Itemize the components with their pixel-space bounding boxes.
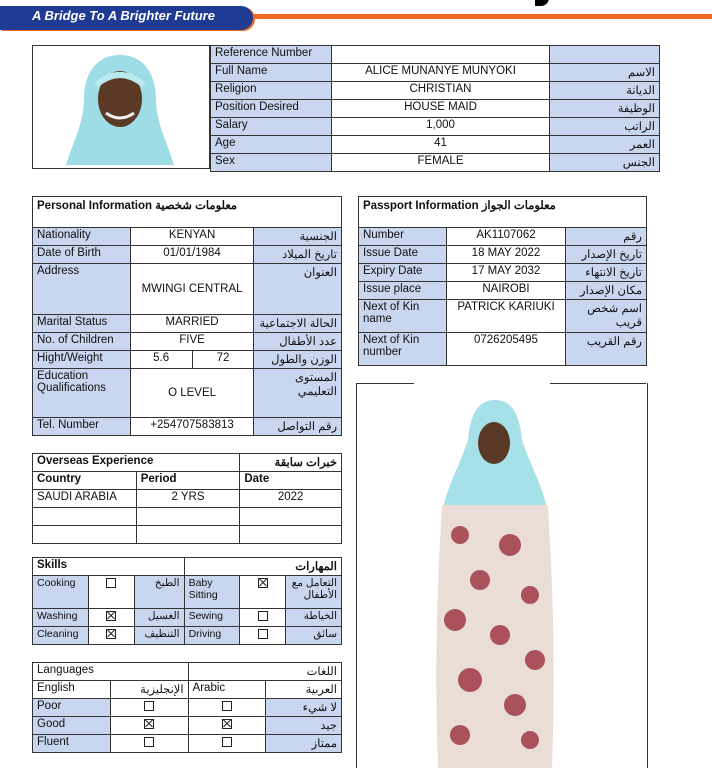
skill-checkbox — [106, 578, 116, 588]
arabic-level-checkbox — [222, 701, 232, 711]
address-value: MWINGI CENTRAL — [130, 264, 254, 315]
kin-name-value: PATRICK KARIUKI — [446, 300, 566, 333]
kin-number-label: Next of Kin number — [359, 333, 447, 366]
skill-checkbox-cell — [88, 576, 134, 609]
skill-label: Driving — [184, 627, 240, 645]
education-label-ar: المستوى التعليمي — [254, 369, 342, 418]
dob-label-ar: تاريخ الميلاد — [254, 246, 342, 264]
english-level-checkbox — [144, 701, 154, 711]
skill-label: Washing — [33, 609, 89, 627]
passport-number-value: AK1107062 — [446, 228, 566, 246]
summary-row — [211, 64, 660, 82]
summary-label: Full Name — [211, 64, 332, 82]
passport-number-label: Number — [359, 228, 447, 246]
summary-label-ar: الجنس — [550, 154, 660, 172]
skill-checkbox-cell — [240, 576, 286, 609]
expiry-date-label: Expiry Date — [359, 264, 447, 282]
dob-value: 01/01/1984 — [130, 246, 254, 264]
summary-label-ar: الراتب — [550, 118, 660, 136]
weight-value: 72 — [192, 351, 254, 369]
tel-value: +254707583813 — [130, 418, 254, 436]
passport-number-label-ar: رقم — [566, 228, 647, 246]
skill-label-ar: الخياطة — [286, 609, 342, 627]
portrait-photo — [66, 47, 174, 165]
overseas-cell — [136, 526, 240, 544]
arabic-label-ar: العربية — [266, 681, 342, 699]
summary-label-ar — [550, 46, 660, 64]
overseas-experience-table — [32, 453, 342, 544]
summary-label: Sex — [211, 154, 332, 172]
summary-label-ar: الاسم — [550, 64, 660, 82]
kin-number-value: 0726205495 — [446, 333, 566, 366]
language-level-label: Fluent — [33, 735, 111, 753]
overseas-cell — [33, 526, 137, 544]
english-level-checkbox — [144, 737, 154, 747]
nationality-label-ar: الجنسية — [254, 228, 342, 246]
overseas-cell — [240, 508, 342, 526]
skill-label: Cooking — [33, 576, 89, 609]
summary-table — [210, 45, 660, 172]
children-label: No. of Children — [33, 333, 131, 351]
arabic-level-cell — [188, 717, 266, 735]
languages-title-en: Languages — [33, 663, 189, 681]
personal-title-ar: معلومات شخصية — [155, 200, 238, 212]
expiry-date-label-ar: تاريخ الانتهاء — [566, 264, 647, 282]
summary-label: Position Desired — [211, 100, 332, 118]
kin-number-label-ar: رقم القريب — [566, 333, 647, 366]
skill-label-ar: التنظيف — [134, 627, 184, 645]
summary-row — [211, 118, 660, 136]
summary-label: Religion — [211, 82, 332, 100]
language-level-label-ar: جيد — [266, 717, 342, 735]
overseas-cell: 2022 — [240, 490, 342, 508]
address-label: Address — [33, 264, 131, 315]
skill-label: Sewing — [184, 609, 240, 627]
summary-row — [211, 154, 660, 172]
summary-value — [332, 46, 550, 64]
skills-row — [33, 609, 342, 627]
address-label-ar: العنوان — [254, 264, 342, 315]
education-value: O LEVEL — [130, 369, 254, 418]
overseas-cell: 2 YRS — [136, 490, 240, 508]
skill-label-ar: التعامل مع الأطفال — [286, 576, 342, 609]
languages-table — [32, 662, 342, 753]
summary-row — [211, 82, 660, 100]
summary-label: Reference Number — [211, 46, 332, 64]
skill-label: Cleaning — [33, 627, 89, 645]
skills-row — [33, 576, 342, 609]
summary-label-ar: الوظيفة — [550, 100, 660, 118]
summary-value: HOUSE MAID — [332, 100, 550, 118]
skill-checkbox — [106, 611, 116, 621]
overseas-cell — [136, 508, 240, 526]
issue-place-value: NAIROBI — [446, 282, 566, 300]
summary-value: 1,000 — [332, 118, 550, 136]
summary-row — [211, 100, 660, 118]
english-level-cell — [110, 717, 188, 735]
skills-title-ar: المهارات — [184, 558, 341, 576]
full-photo-frame-top-right — [550, 383, 646, 384]
skill-checkbox — [258, 611, 268, 621]
expiry-date-value: 17 MAY 2032 — [446, 264, 566, 282]
summary-value: 41 — [332, 136, 550, 154]
education-label: Education Qualifications — [33, 369, 131, 418]
arabic-level-checkbox — [222, 719, 232, 729]
language-level-row — [33, 717, 342, 735]
overseas-col-country: Country — [33, 472, 137, 490]
arabic-level-checkbox — [222, 737, 232, 747]
marital-label-ar: الحالة الاجتماعية — [254, 315, 342, 333]
language-level-label-ar: ممتاز — [266, 735, 342, 753]
skill-checkbox-cell — [240, 627, 286, 645]
kin-name-label: Next of Kin name — [359, 300, 447, 333]
summary-row — [211, 46, 660, 64]
skill-checkbox-cell — [88, 609, 134, 627]
skill-checkbox — [106, 629, 116, 639]
skill-label-ar: الطبخ — [134, 576, 184, 609]
skill-checkbox-cell — [240, 609, 286, 627]
skills-title-en: Skills — [33, 558, 185, 576]
arabic-level-cell — [188, 735, 266, 753]
nationality-label: Nationality — [33, 228, 131, 246]
passport-info-table — [358, 196, 647, 366]
personal-title-en: Personal Information — [37, 200, 153, 212]
full-body-photo — [420, 395, 570, 768]
marital-value: MARRIED — [130, 315, 254, 333]
overseas-col-period: Period — [136, 472, 240, 490]
skill-label-ar: الغسيل — [134, 609, 184, 627]
skill-checkbox — [258, 629, 268, 639]
skill-label: Baby Sitting — [184, 576, 240, 609]
language-level-label-ar: لا شيء — [266, 699, 342, 717]
marital-label: Marital Status — [33, 315, 131, 333]
summary-label-ar: العمر — [550, 136, 660, 154]
summary-value: CHRISTIAN — [332, 82, 550, 100]
language-level-row — [33, 699, 342, 717]
header-logo-fragment — [535, 0, 549, 6]
english-label: English — [33, 681, 111, 699]
passport-title-en: Passport Information — [363, 200, 479, 212]
overseas-row — [33, 526, 342, 544]
arabic-label: Arabic — [188, 681, 266, 699]
arabic-level-cell — [188, 699, 266, 717]
languages-title-ar: اللغات — [188, 663, 341, 681]
language-level-row — [33, 735, 342, 753]
header-slogan: A Bridge To A Brighter Future — [32, 8, 215, 23]
issue-date-value: 18 MAY 2022 — [446, 246, 566, 264]
overseas-row — [33, 490, 342, 508]
summary-value: ALICE MUNANYE MUNYOKI — [332, 64, 550, 82]
skill-checkbox-cell — [88, 627, 134, 645]
skill-label-ar: سائق — [286, 627, 342, 645]
summary-label: Age — [211, 136, 332, 154]
children-value: FIVE — [130, 333, 254, 351]
overseas-title-ar: خبرات سابقة — [240, 454, 342, 472]
skills-row — [33, 627, 342, 645]
header-orange-line — [250, 14, 712, 19]
overseas-col-date: Date — [240, 472, 342, 490]
height-value: 5.6 — [130, 351, 192, 369]
overseas-cell — [33, 508, 137, 526]
kin-name-label-ar: اسم شخص قريب — [566, 300, 647, 333]
personal-info-table — [32, 196, 342, 436]
language-level-label: Poor — [33, 699, 111, 717]
tel-label-ar: رقم التواصل — [254, 418, 342, 436]
issue-date-label: Issue Date — [359, 246, 447, 264]
language-level-label: Good — [33, 717, 111, 735]
issue-date-label-ar: تاريخ الإصدار — [566, 246, 647, 264]
summary-value: FEMALE — [332, 154, 550, 172]
english-level-cell — [110, 735, 188, 753]
height-weight-label-ar: الوزن والطول — [254, 351, 342, 369]
children-label-ar: عدد الأطفال — [254, 333, 342, 351]
skill-checkbox — [258, 578, 268, 588]
summary-label: Salary — [211, 118, 332, 136]
passport-title-ar: معلومات الجواز — [481, 200, 556, 212]
english-label-ar: الإنجليزية — [110, 681, 188, 699]
summary-row — [211, 136, 660, 154]
overseas-cell — [240, 526, 342, 544]
english-level-cell — [110, 699, 188, 717]
overseas-title-en: Overseas Experience — [33, 454, 240, 472]
overseas-row — [33, 508, 342, 526]
height-weight-label: Hight/Weight — [33, 351, 131, 369]
overseas-cell: SAUDI ARABIA — [33, 490, 137, 508]
tel-label: Tel. Number — [33, 418, 131, 436]
skills-table — [32, 557, 342, 645]
english-level-checkbox — [144, 719, 154, 729]
issue-place-label: Issue place — [359, 282, 447, 300]
issue-place-label-ar: مكان الإصدار — [566, 282, 647, 300]
dob-label: Date of Birth — [33, 246, 131, 264]
full-photo-frame-top-left — [356, 383, 414, 384]
summary-label-ar: الديانة — [550, 82, 660, 100]
nationality-value: KENYAN — [130, 228, 254, 246]
